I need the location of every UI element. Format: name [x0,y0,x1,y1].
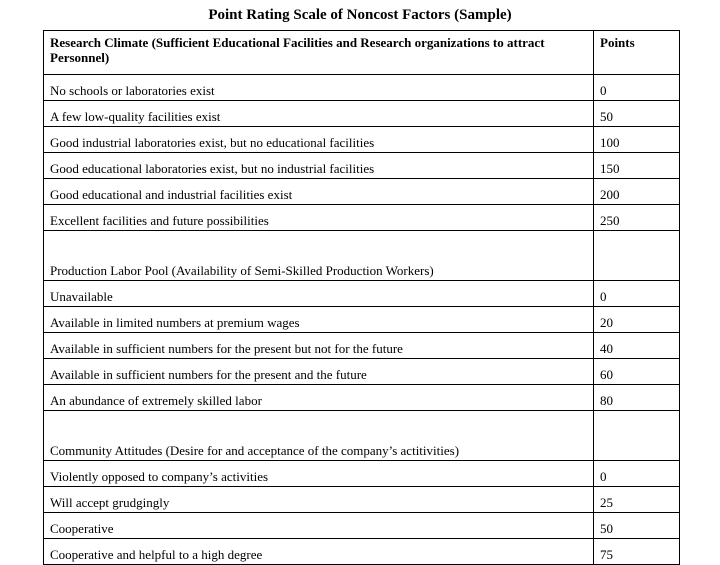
row-label: Good industrial laboratories exist, but no educational facilities [44,127,594,153]
table-row [44,153,680,179]
row-label: Cooperative [44,513,594,539]
row-label: Excellent facilities and future possibilities [44,205,594,231]
table-row [44,333,680,359]
row-points: 75 [594,539,680,565]
labor-section-heading: Production Labor Pool (Availability of Semi-Skilled Production Workers) [44,231,594,281]
row-points: 50 [594,513,680,539]
table-row [44,101,680,127]
row-label: Violently opposed to company’s activities [44,461,594,487]
table-row [44,127,680,153]
row-points: 80 [594,385,680,411]
row-label: Available in sufficient numbers for the present and the future [44,359,594,385]
factor-header: Research Climate (Sufficient Educational Facilities and Research organizations to attract Personnel) [44,31,594,75]
row-label: An abundance of extremely skilled labor [44,385,594,411]
row-points: 60 [594,359,680,385]
table-row [44,385,680,411]
row-points: 250 [594,205,680,231]
table-row [44,75,680,101]
row-label: Available in sufficient numbers for the present but not for the future [44,333,594,359]
empty-points-cell [594,411,680,461]
row-label: Will accept grudgingly [44,487,594,513]
table-row [44,487,680,513]
row-label: Good educational and industrial facilities exist [44,179,594,205]
row-points: 40 [594,333,680,359]
section-heading-row [44,411,680,461]
row-label: Cooperative and helpful to a high degree [44,539,594,565]
table-row [44,205,680,231]
row-label: Good educational laboratories exist, but no industrial facilities [44,153,594,179]
row-label: Unavailable [44,281,594,307]
page-title: Point Rating Scale of Noncost Factors (Sample) [208,7,512,23]
table-row [44,513,680,539]
row-points: 150 [594,153,680,179]
row-points: 20 [594,307,680,333]
community-section-heading: Community Attitudes (Desire for and acceptance of the company’s actitivities) [44,411,594,461]
points-header: Points [594,31,680,75]
section-heading-row [44,231,680,281]
table-row [44,359,680,385]
rating-table [43,30,680,565]
row-points: 25 [594,487,680,513]
table-row [44,307,680,333]
table-header-row [44,31,680,75]
row-points: 100 [594,127,680,153]
row-label: No schools or laboratories exist [44,75,594,101]
empty-points-cell [594,231,680,281]
row-points: 200 [594,179,680,205]
row-points: 0 [594,75,680,101]
row-label: Available in limited numbers at premium wages [44,307,594,333]
table-row [44,461,680,487]
row-points: 0 [594,461,680,487]
table-row [44,281,680,307]
row-points: 0 [594,281,680,307]
table-row [44,179,680,205]
row-label: A few low-quality facilities exist [44,101,594,127]
table-row [44,539,680,565]
row-points: 50 [594,101,680,127]
